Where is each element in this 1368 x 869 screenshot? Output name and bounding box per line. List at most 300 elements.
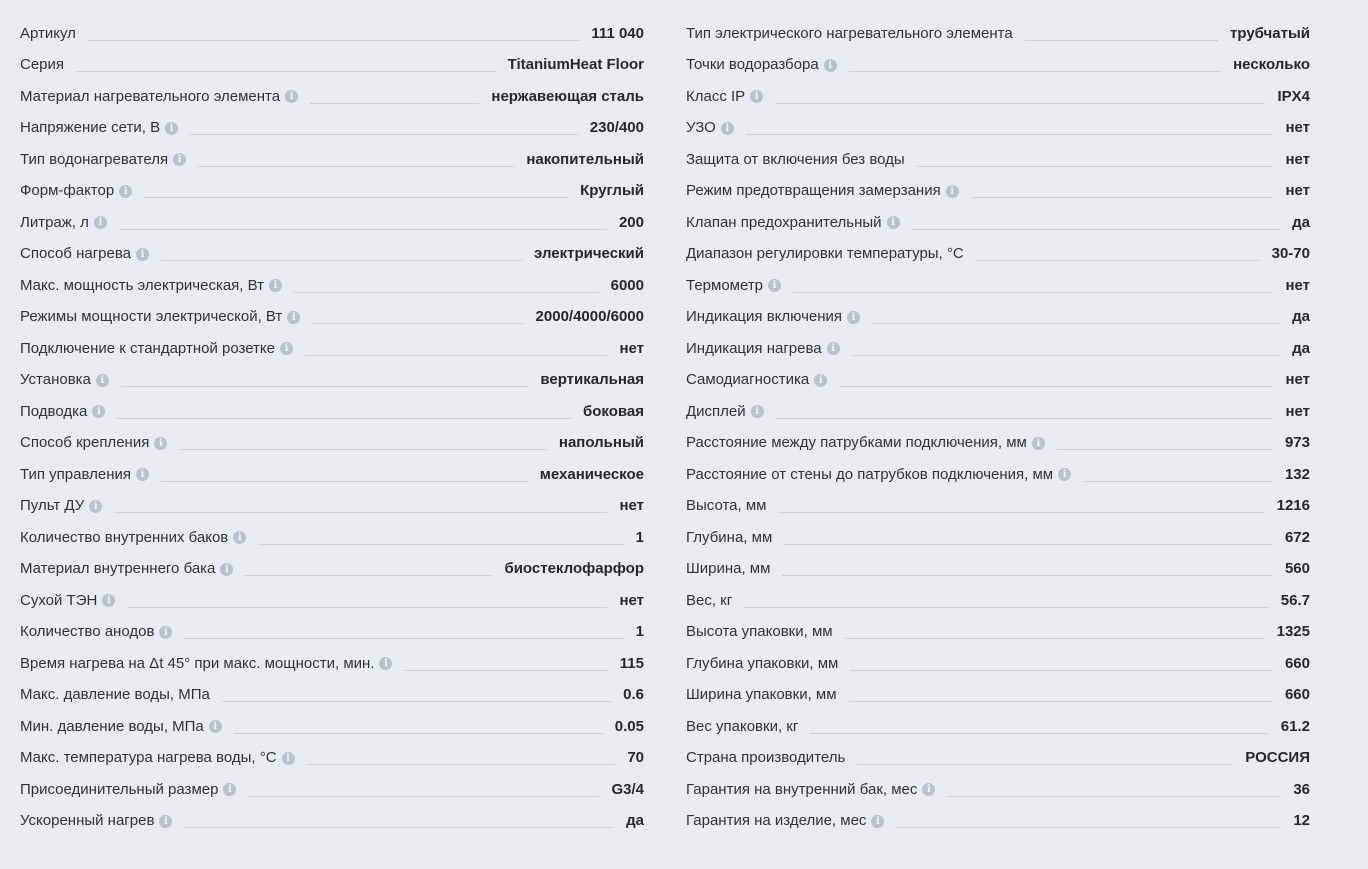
spec-label — [686, 403, 764, 421]
spec-label-text: Макс. мощность электрическая, Вт — [20, 276, 265, 294]
leader-line — [294, 292, 599, 293]
leader-line — [161, 481, 528, 482]
spec-label-text: Количество анодов — [20, 623, 155, 640]
spec-row — [686, 15, 1310, 47]
leader-line — [947, 796, 1281, 797]
info-icon[interactable]: i — [922, 783, 935, 796]
spec-row — [686, 110, 1310, 142]
spec-label-text: Класс IP — [686, 87, 746, 105]
spec-label — [20, 371, 109, 389]
leader-line — [872, 323, 1280, 324]
leader-line — [744, 607, 1269, 608]
spec-value: вертикальная — [540, 371, 644, 388]
spec-label — [686, 214, 900, 232]
spec-label — [686, 182, 959, 200]
spec-label — [20, 403, 105, 421]
spec-value: TitaniumHeat Floor — [507, 56, 644, 73]
info-icon[interactable]: i — [946, 185, 959, 198]
info-icon[interactable]: i — [233, 531, 246, 544]
spec-label — [686, 655, 838, 673]
spec-value: 61.2 — [1280, 717, 1310, 735]
specifications-table — [20, 15, 1310, 834]
spec-label-text: Ширина упаковки, мм — [686, 686, 837, 703]
spec-value: 560 — [1284, 560, 1310, 577]
info-icon[interactable]: i — [871, 815, 884, 828]
info-icon[interactable]: i — [94, 216, 107, 229]
spec-row — [20, 110, 644, 142]
info-icon[interactable]: i — [96, 374, 109, 387]
spec-row — [686, 551, 1310, 583]
leader-line — [1083, 481, 1273, 482]
leader-line — [179, 449, 547, 450]
spec-label — [20, 119, 178, 137]
spec-value: 1216 — [1276, 497, 1310, 514]
spec-label-text: Гарантия на внутренний бак, мес — [686, 780, 918, 798]
spec-label-text: Точки водоразбора — [686, 56, 819, 73]
spec-label-text: УЗО — [686, 119, 716, 136]
spec-label — [686, 277, 781, 295]
leader-line — [245, 575, 492, 576]
spec-label — [686, 434, 1045, 452]
spec-row — [686, 204, 1310, 236]
spec-label — [20, 749, 295, 767]
spec-label — [686, 340, 840, 358]
spec-value: электрический — [534, 245, 644, 262]
spec-label — [20, 781, 236, 799]
spec-label-text: Тип электрического нагревательного элемента — [686, 24, 1013, 42]
leader-line — [234, 733, 603, 734]
spec-label-text: Расстояние от стены до патрубков подключения, мм — [686, 465, 1054, 483]
spec-row — [686, 582, 1310, 614]
spec-label-text: Ширина, мм — [686, 560, 771, 577]
info-icon[interactable]: i — [209, 720, 222, 733]
spec-row — [20, 78, 644, 110]
spec-label — [20, 497, 102, 515]
spec-label-text: Высота упаковки, мм — [686, 623, 833, 640]
spec-row — [20, 330, 644, 362]
spec-label-text: Присоединительный размер — [20, 780, 219, 798]
spec-label — [20, 214, 107, 232]
spec-value: боковая — [582, 402, 644, 420]
spec-row — [686, 488, 1310, 520]
spec-label-text: Самодиагностика — [686, 371, 810, 388]
spec-value: нет — [1285, 276, 1310, 294]
leader-line — [746, 134, 1274, 135]
info-icon[interactable]: i — [751, 405, 764, 418]
spec-label-text: Индикация нагрева — [686, 339, 822, 357]
spec-label — [686, 245, 964, 263]
spec-label-text: Дисплей — [686, 402, 746, 420]
spec-label-text: Ускоренный нагрев — [20, 812, 155, 829]
leader-line — [310, 103, 479, 104]
spec-label-text: Подключение к стандартной розетке — [20, 339, 275, 357]
spec-label — [20, 812, 172, 830]
spec-row — [686, 47, 1310, 79]
leader-line — [976, 260, 1260, 261]
spec-value: 30-70 — [1271, 245, 1310, 262]
spec-label — [686, 466, 1071, 484]
spec-label — [20, 25, 76, 43]
spec-label-text: Форм-фактор — [20, 182, 115, 199]
spec-row — [20, 141, 644, 173]
spec-label — [686, 371, 827, 389]
spec-value: биостеклофарфор — [504, 560, 644, 577]
spec-label-text: Глубина упаковки, мм — [686, 654, 839, 672]
spec-label-text: Клапан предохранительный — [686, 213, 882, 231]
info-icon[interactable]: i — [827, 342, 840, 355]
leader-line — [778, 512, 1264, 513]
leader-line — [839, 386, 1273, 387]
spec-label-text: Вес, кг — [686, 591, 733, 609]
spec-value: да — [1292, 339, 1310, 357]
spec-row — [686, 456, 1310, 488]
spec-label — [686, 529, 772, 547]
spec-label-text: Материал нагревательного элемента — [20, 87, 281, 105]
spec-label — [20, 308, 300, 326]
leader-line — [76, 71, 496, 72]
spec-row — [20, 299, 644, 331]
info-icon[interactable]: i — [223, 783, 236, 796]
spec-row — [686, 141, 1310, 173]
spec-label-text: Напряжение сети, В — [20, 119, 161, 136]
spec-label-text: Макс. давление воды, МПа — [20, 686, 210, 703]
spec-value: 973 — [1284, 434, 1310, 451]
spec-label-text: Страна производитель — [686, 749, 846, 766]
spec-value: 230/400 — [589, 119, 644, 136]
spec-value: нет — [619, 591, 644, 609]
spec-value: нет — [1285, 402, 1310, 420]
info-icon[interactable]: i — [89, 500, 102, 513]
leader-line — [258, 544, 623, 545]
spec-value: 1 — [635, 623, 644, 640]
spec-value: нержавеющая сталь — [491, 87, 644, 105]
leader-line — [190, 134, 578, 135]
leader-line — [845, 638, 1265, 639]
leader-line — [810, 733, 1268, 734]
spec-value: 2000/4000/6000 — [535, 308, 644, 325]
leader-line — [305, 355, 607, 356]
info-icon[interactable]: i — [1032, 437, 1045, 450]
spec-row — [686, 330, 1310, 362]
spec-value: накопительный — [526, 150, 644, 168]
spec-value: 1325 — [1276, 623, 1310, 640]
spec-row — [20, 582, 644, 614]
spec-label-text: Режим предотвращения замерзания — [686, 182, 941, 199]
spec-label-text: Серия — [20, 56, 65, 73]
leader-line — [793, 292, 1273, 293]
specs-column-left — [20, 15, 644, 834]
spec-row — [686, 708, 1310, 740]
spec-label — [20, 277, 282, 295]
info-icon[interactable]: i — [154, 437, 167, 450]
spec-row — [20, 488, 644, 520]
spec-row — [686, 740, 1310, 772]
specs-column-right — [686, 15, 1310, 834]
info-icon[interactable]: i — [102, 594, 115, 607]
spec-value: 56.7 — [1280, 591, 1310, 609]
spec-label-text: Макс. температура нагрева воды, °C — [20, 749, 277, 766]
leader-line — [114, 512, 607, 513]
leader-line — [971, 197, 1274, 198]
spec-label-text: Гарантия на изделие, мес — [686, 812, 867, 829]
spec-label-text: Подводка — [20, 402, 88, 420]
spec-row — [20, 677, 644, 709]
leader-line — [850, 670, 1273, 671]
spec-label — [686, 25, 1013, 43]
spec-value: 115 — [619, 654, 644, 672]
spec-label — [686, 560, 770, 578]
spec-label-text: Способ нагрева — [20, 245, 131, 262]
spec-row — [686, 173, 1310, 205]
spec-label — [20, 434, 167, 452]
spec-value: 132 — [1284, 465, 1310, 483]
spec-value: да — [1292, 308, 1310, 325]
leader-line — [248, 796, 599, 797]
spec-label-text: Тип управления — [20, 465, 131, 483]
spec-label-text: Материал внутреннего бака — [20, 560, 216, 577]
leader-line — [852, 355, 1281, 356]
info-icon[interactable]: i — [847, 311, 860, 324]
info-icon[interactable]: i — [165, 122, 178, 135]
spec-value: да — [1292, 213, 1310, 231]
spec-row — [20, 551, 644, 583]
leader-line — [198, 166, 514, 167]
leader-line — [88, 40, 580, 41]
leader-line — [775, 103, 1265, 104]
spec-row — [686, 267, 1310, 299]
leader-line — [307, 764, 616, 765]
leader-line — [161, 260, 522, 261]
spec-label — [686, 718, 798, 736]
info-icon[interactable]: i — [379, 657, 392, 670]
spec-row — [20, 393, 644, 425]
info-icon[interactable]: i — [1058, 468, 1071, 481]
spec-row — [686, 362, 1310, 394]
leader-line — [119, 229, 607, 230]
info-icon[interactable]: i — [280, 342, 293, 355]
spec-label-text: Мин. давление воды, МПа — [20, 717, 204, 735]
spec-value: нет — [619, 497, 644, 514]
info-icon[interactable]: i — [285, 90, 298, 103]
spec-value: 70 — [627, 749, 644, 766]
spec-row — [20, 47, 644, 79]
spec-label — [686, 308, 860, 326]
info-icon[interactable]: i — [159, 815, 172, 828]
leader-line — [912, 229, 1281, 230]
leader-line — [404, 670, 607, 671]
spec-label — [686, 497, 766, 515]
info-icon[interactable]: i — [220, 563, 233, 576]
spec-row — [20, 771, 644, 803]
spec-row — [20, 803, 644, 835]
spec-row — [20, 204, 644, 236]
spec-label — [20, 529, 246, 547]
spec-label-text: Тип водонагревателя — [20, 150, 169, 168]
leader-line — [184, 827, 614, 828]
spec-row — [686, 614, 1310, 646]
spec-label-text: Индикация включения — [686, 308, 843, 325]
spec-row — [686, 425, 1310, 457]
leader-line — [117, 418, 571, 419]
spec-label — [686, 749, 845, 767]
spec-label — [686, 56, 837, 74]
spec-label-text: Способ крепления — [20, 434, 150, 451]
spec-row — [686, 78, 1310, 110]
spec-value: РОССИЯ — [1245, 749, 1310, 766]
spec-label — [20, 56, 64, 74]
leader-line — [917, 166, 1274, 167]
spec-label — [686, 592, 732, 610]
info-icon[interactable]: i — [814, 374, 827, 387]
leader-line — [312, 323, 523, 324]
info-icon[interactable]: i — [824, 59, 837, 72]
spec-value: 1 — [635, 528, 644, 546]
spec-value: 0.05 — [614, 717, 644, 735]
info-icon[interactable]: i — [282, 752, 295, 765]
spec-row — [686, 299, 1310, 331]
spec-row — [20, 362, 644, 394]
info-icon[interactable]: i — [768, 279, 781, 292]
spec-row — [20, 456, 644, 488]
info-icon[interactable]: i — [136, 248, 149, 261]
spec-label-text: Диапазон регулировки температуры, °C — [686, 245, 964, 262]
spec-value: 660 — [1284, 686, 1310, 703]
spec-label — [20, 623, 172, 641]
info-icon[interactable]: i — [173, 153, 186, 166]
spec-value: несколько — [1233, 56, 1310, 73]
spec-value: 12 — [1293, 812, 1310, 829]
info-icon[interactable]: i — [287, 311, 300, 324]
spec-label — [20, 718, 222, 736]
spec-row — [20, 267, 644, 299]
spec-label-text: Сухой ТЭН — [20, 591, 98, 609]
info-icon[interactable]: i — [119, 185, 132, 198]
spec-label — [20, 151, 186, 169]
spec-label-text: Установка — [20, 371, 91, 388]
spec-value: Круглый — [580, 182, 644, 199]
spec-row — [20, 425, 644, 457]
info-icon[interactable]: i — [159, 626, 172, 639]
info-icon[interactable]: i — [136, 468, 149, 481]
spec-value: напольный — [558, 434, 644, 451]
spec-label-text: Высота, мм — [686, 497, 767, 514]
spec-label-text: Термометр — [686, 276, 764, 294]
info-icon[interactable]: i — [92, 405, 105, 418]
leader-line — [222, 701, 611, 702]
spec-value: нет — [1285, 119, 1310, 136]
spec-label-text: Артикул — [20, 24, 76, 42]
spec-value: 660 — [1284, 654, 1310, 672]
spec-label-text: Глубина, мм — [686, 528, 773, 546]
spec-row — [20, 15, 644, 47]
spec-value: нет — [1285, 182, 1310, 199]
spec-row — [20, 708, 644, 740]
spec-label — [20, 88, 298, 106]
spec-label — [20, 655, 392, 673]
spec-value: нет — [619, 339, 644, 357]
spec-label — [686, 151, 905, 169]
spec-label-text: Время нагрева на Δt 45° при макс. мощности, мин. — [20, 654, 375, 672]
spec-value: нет — [1285, 371, 1310, 388]
spec-label — [686, 781, 935, 799]
spec-row — [20, 236, 644, 268]
spec-value: механическое — [539, 465, 644, 483]
spec-label-text: Защита от включения без воды — [686, 150, 905, 168]
leader-line — [1057, 449, 1273, 450]
leader-line — [849, 71, 1221, 72]
leader-line — [849, 701, 1273, 702]
spec-row — [686, 519, 1310, 551]
leader-line — [121, 386, 528, 387]
leader-line — [144, 197, 568, 198]
spec-label-text: Пульт ДУ — [20, 497, 85, 514]
spec-value: 0.6 — [623, 686, 644, 703]
info-icon[interactable]: i — [750, 90, 763, 103]
spec-row — [686, 677, 1310, 709]
spec-value: нет — [1285, 150, 1310, 168]
spec-row — [686, 803, 1310, 835]
leader-line — [127, 607, 607, 608]
spec-row — [686, 771, 1310, 803]
leader-line — [1025, 40, 1218, 41]
spec-label — [686, 812, 884, 830]
spec-label-text: Литраж, л — [20, 213, 89, 231]
leader-line — [784, 544, 1273, 545]
spec-label — [20, 245, 149, 263]
spec-label-text: Режимы мощности электрической, Вт — [20, 308, 283, 325]
spec-value: да — [626, 812, 644, 829]
spec-value: IPX4 — [1277, 87, 1310, 105]
leader-line — [857, 764, 1233, 765]
spec-row — [686, 236, 1310, 268]
spec-value: 111 040 — [591, 24, 644, 42]
spec-label — [20, 340, 293, 358]
spec-label-text: Расстояние между патрубками подключения, мм — [686, 434, 1027, 451]
spec-label — [20, 592, 115, 610]
spec-value: 36 — [1293, 780, 1310, 798]
spec-label — [20, 686, 210, 704]
spec-row — [686, 645, 1310, 677]
spec-value: трубчатый — [1230, 24, 1310, 42]
spec-value: 200 — [618, 213, 644, 231]
info-icon[interactable]: i — [269, 279, 282, 292]
spec-label — [686, 623, 833, 641]
spec-row — [20, 519, 644, 551]
spec-label-text: Количество внутренних баков — [20, 528, 229, 546]
spec-row — [686, 393, 1310, 425]
info-icon[interactable]: i — [721, 122, 734, 135]
spec-value: G3/4 — [611, 780, 644, 798]
spec-label — [20, 182, 132, 200]
leader-line — [896, 827, 1281, 828]
spec-label-text: Вес упаковки, кг — [686, 717, 799, 735]
leader-line — [184, 638, 623, 639]
spec-value: 6000 — [610, 276, 644, 294]
info-icon[interactable]: i — [887, 216, 900, 229]
spec-value: 672 — [1284, 528, 1310, 546]
spec-row — [20, 645, 644, 677]
spec-row — [20, 740, 644, 772]
leader-line — [782, 575, 1273, 576]
leader-line — [776, 418, 1274, 419]
spec-row — [20, 614, 644, 646]
spec-row — [20, 173, 644, 205]
spec-label — [20, 560, 233, 578]
spec-label — [686, 88, 763, 106]
spec-label — [686, 119, 734, 137]
spec-label — [686, 686, 837, 704]
spec-label — [20, 466, 149, 484]
